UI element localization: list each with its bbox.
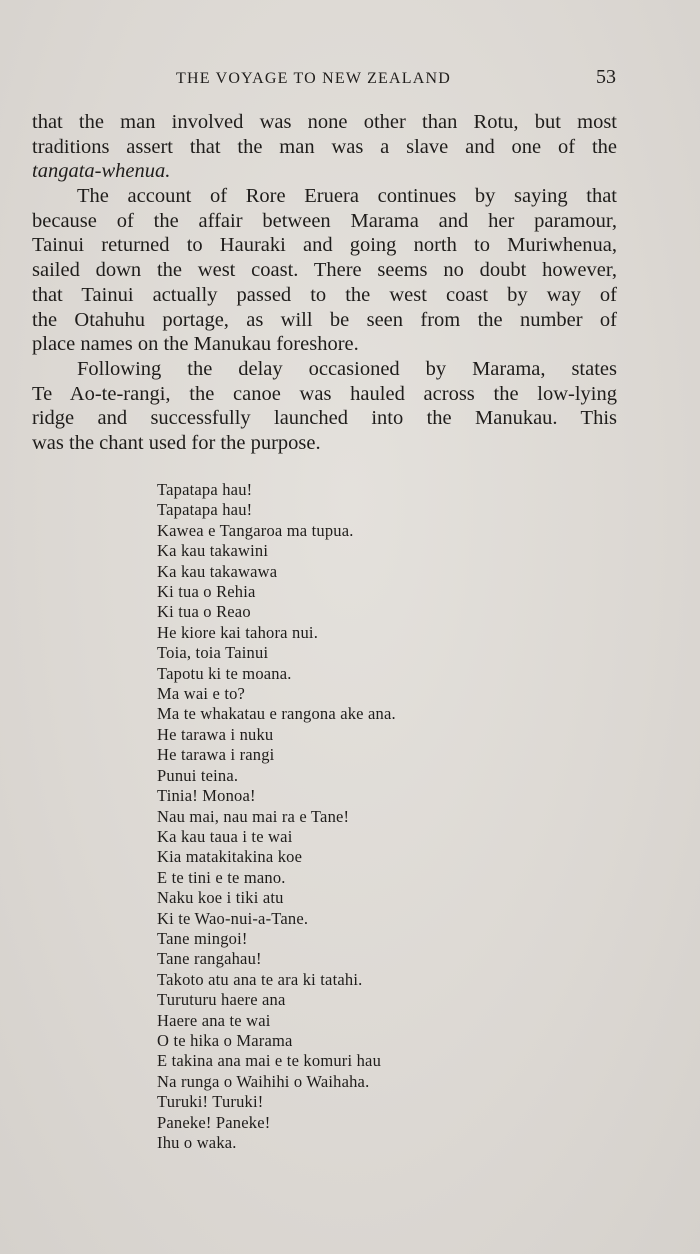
- chant-line: Ma wai e to?: [157, 684, 246, 704]
- page-number: 53: [596, 66, 616, 88]
- chant-line: Tapatapa hau!: [157, 500, 253, 520]
- running-title: THE VOYAGE TO NEW ZEALAND: [176, 70, 452, 87]
- chant-line: E te tini e te mano.: [157, 867, 286, 887]
- chant-line: Tinia! Monoa!: [157, 786, 256, 806]
- chant-line: O te hika o Marama: [157, 1030, 293, 1050]
- chant-line: Tane rangahau!: [157, 949, 262, 969]
- body-line: the Otahuhu portage, as will be seen from the number of: [32, 308, 617, 331]
- chant-line: Takoto atu ana te ara ki tatahi.: [157, 969, 363, 989]
- chant-line: Ki tua o Rehia: [157, 582, 256, 602]
- body-paragraphs: [32, 110, 617, 456]
- chant-line: Ma te whakatau e rangona ake ana.: [157, 704, 396, 724]
- body-line: traditions assert that the man was a slave and one of the: [32, 135, 617, 158]
- italic-term: tangata-whenua.: [32, 160, 171, 183]
- chant-line: Kawea e Tangaroa ma tupua.: [157, 520, 354, 540]
- chant-line: Ka kau taua i te wai: [157, 826, 293, 846]
- body-line: was the chant used for the purpose.: [32, 431, 321, 454]
- body-line: [32, 159, 617, 184]
- body-line: place names on the Manukau foreshore.: [32, 333, 359, 356]
- chant-line: Na runga o Waihihi o Waihaha.: [157, 1071, 370, 1091]
- chant-line: Haere ana te wai: [157, 1010, 271, 1030]
- chant-line: He tarawa i rangi: [157, 745, 275, 765]
- chant-line: Tapatapa hau!: [157, 480, 253, 499]
- chant-line: Ihu o waka.: [157, 1133, 237, 1152]
- body-line: that the man involved was none other than Rotu, but most: [32, 111, 617, 133]
- body-line: Tainui returned to Hauraki and going north to Muriwhenua,: [32, 234, 617, 257]
- running-header: [0, 66, 700, 92]
- chant-line: Tane mingoi!: [157, 928, 248, 948]
- chant-line: Nau mai, nau mai ra e Tane!: [157, 806, 350, 826]
- chant-line: Punui teina.: [157, 765, 239, 785]
- body-line: sailed down the west coast. There seems no doubt however,: [32, 259, 617, 282]
- chant-line: Ki tua o Reao: [157, 602, 251, 622]
- body-line: because of the affair between Marama and her paramour,: [32, 209, 617, 232]
- chant-line: He kiore kai tahora nui.: [157, 622, 319, 642]
- chant-line: Toia, toia Tainui: [157, 643, 269, 663]
- chant-line: Kia matakitakina koe: [157, 847, 303, 867]
- body-line: The account of Rore Eruera continues by saying that: [77, 185, 617, 208]
- body-line: ridge and successfully launched into the Manukau. This: [32, 407, 617, 430]
- body-line: Following the delay occasioned by Marama, states: [77, 357, 617, 380]
- chant-line: Tapotu ki te moana.: [157, 663, 292, 683]
- body-line: Te Ao-te-rangi, the canoe was hauled across the low-lying: [32, 382, 617, 405]
- chant-line: Turuturu haere ana: [157, 990, 286, 1010]
- chant-line: He tarawa i nuku: [157, 724, 274, 744]
- chant-line: Turuki! Turuki!: [157, 1092, 264, 1112]
- chant-line: Ki te Wao-nui-a-Tane.: [157, 908, 309, 928]
- body-line: that Tainui actually passed to the west coast by way of: [32, 283, 617, 306]
- chant-line: Paneke! Paneke!: [157, 1112, 271, 1132]
- chant-verse: [157, 480, 396, 1153]
- chant-line: Ka kau takawini: [157, 541, 269, 561]
- chant-line: Naku koe i tiki atu: [157, 888, 284, 908]
- chant-line: Ka kau takawawa: [157, 561, 278, 581]
- chant-line: E takina ana mai e te komuri hau: [157, 1051, 382, 1071]
